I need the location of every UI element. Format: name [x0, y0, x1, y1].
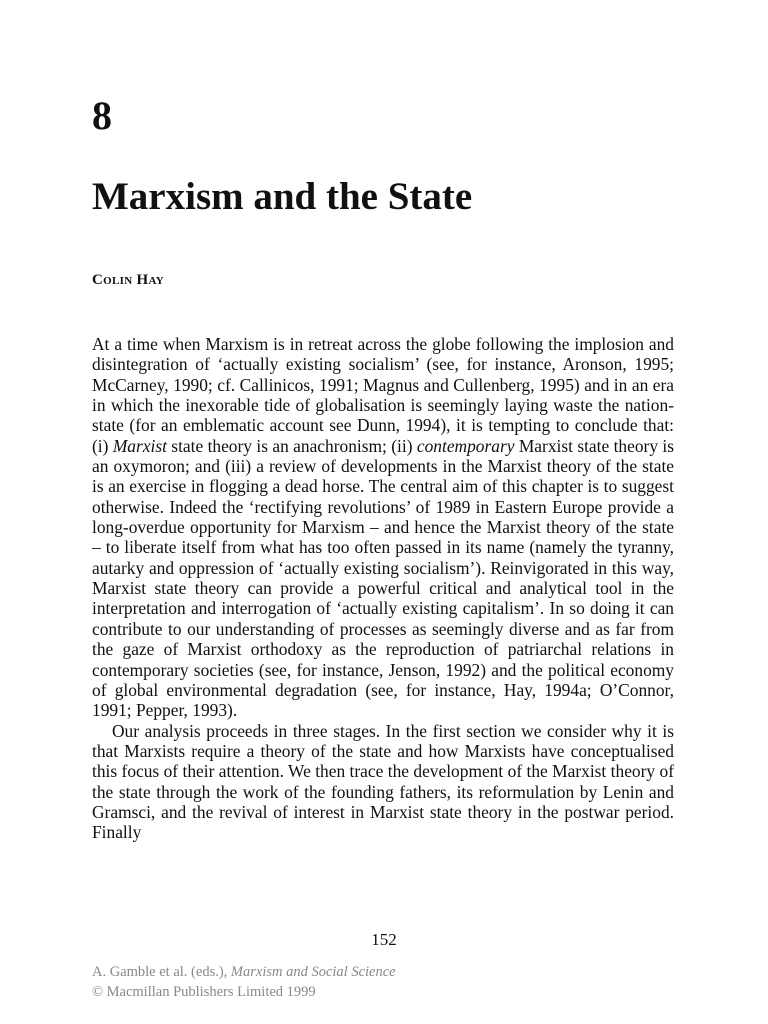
paragraph-1-emphasis-contemporary: contemporary — [416, 435, 515, 456]
body-paragraph-1 — [92, 334, 674, 721]
page-number: 152 — [371, 930, 397, 949]
publication-footer — [92, 962, 396, 1002]
chapter-body — [92, 334, 674, 843]
chapter-number: 8 — [92, 93, 112, 138]
footer-book-title: Marxism and Social Science — [230, 964, 396, 980]
paragraph-1-text-c: Marxist state theory is an oxymoron; and (iii) a review of developments in the Marxist theory of the state is an exercise in flogging a dead horse. The central aim of this chapter is to suggest otherwise. Indeed the ‘rectifying revolutions’ of 1989 in Eastern Europe provide a long-overdue opportunity for Marxism – and hence the Marxist theory of the state – to liberate itself from what has too often passed in its name (namely the tyranny, autarky and oppression of ‘actually existing socialism’). Reinvigorated in this way, Marxist state theory can provide a powerful critical and analytical tool in the interpretation and interrogation of ‘actually existing capitalism’. In so doing it can contribute to our understanding of processes as seemingly diverse and as far from the gaze of Marxist orthodoxy as the reproduction of patriarchal relations in contemporary societies (see, for instance, Jenson, 1992) and the political economy of global environmental degradation (see, for instance, Hay, 1994a; O’Connor, 1991; Pepper, 1993). — [92, 435, 675, 721]
paragraph-1-text-b: state theory is an anachronism; (ii) — [166, 435, 417, 456]
paragraph-1-text-a: At a time when Marxism is in retreat across the globe following the implosion and disintegration of ‘actually existing socialism’ (see, for instance, Aronson, 1995; McCarney, 1990; cf. Callinicos, 1991; Magnus and Cullenberg, 1995) and in an era in which the inexorable tide of globalisation is seemingly laying waste the nation-state (for an emblematic account see Dunn, 1994), it is tempting to conclude that: (i) — [92, 334, 674, 456]
chapter-title: Marxism and the State — [92, 175, 473, 218]
chapter-author: Colin Hay — [92, 272, 164, 288]
paragraph-1-emphasis-marxist: Marxist — [112, 435, 167, 456]
body-paragraph-2: Our analysis proceeds in three stages. In the first section we consider why it is that Marxists require a theory of the state and how Marxists have conceptualised this focus of their attention. We then trace the development of the Marxist theory of the state through the work of the founding fathers, its reformulation by Lenin and Gramsci, and the revival of interest in Marxist state theory in the postwar period. Finally — [92, 720, 674, 843]
footer-citation — [92, 962, 396, 982]
footer-citation-prefix: A. Gamble et al. (eds.), — [92, 964, 231, 980]
footer-copyright: © Macmillan Publishers Limited 1999 — [92, 984, 316, 1000]
